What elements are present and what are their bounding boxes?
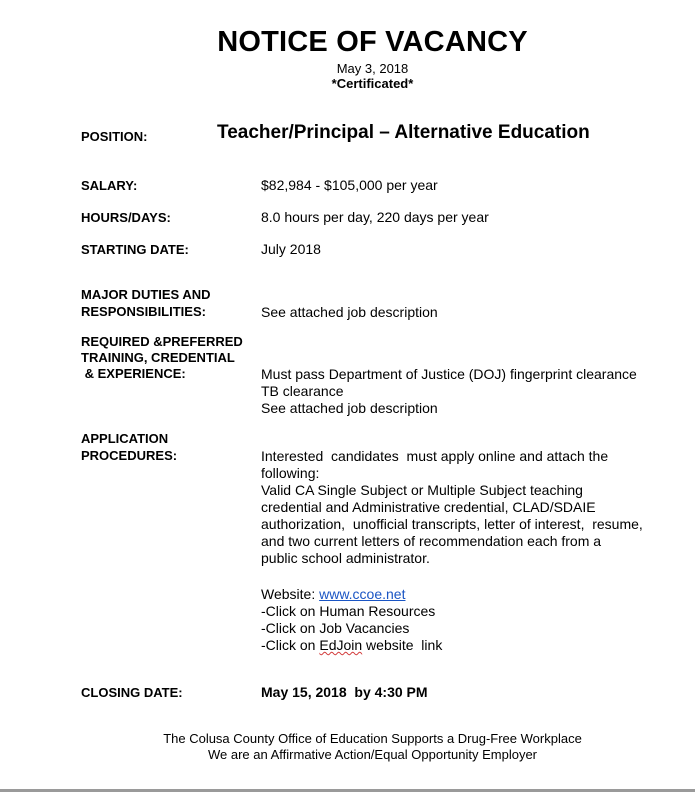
application-line: authorization, unofficial transcripts, letter of interest, resume, bbox=[261, 516, 643, 532]
notice-date: May 3, 2018 bbox=[336, 61, 409, 76]
application-line: Interested candidates must apply online and attach the bbox=[261, 448, 609, 464]
hours-label: HOURS/DAYS: bbox=[81, 210, 171, 225]
required-value-line1: Must pass Department of Justice (DOJ) fingerprint clearance bbox=[261, 366, 637, 382]
application-label-line2: PROCEDURES: bbox=[81, 448, 178, 463]
application-line: public school administrator. bbox=[261, 550, 430, 566]
application-label-line1: APPLICATION bbox=[81, 431, 169, 446]
step-edjoin-suffix: website link bbox=[362, 637, 443, 653]
website-prefix: Website: bbox=[261, 586, 320, 602]
website-line bbox=[261, 586, 405, 603]
edjoin-text: EdJoin bbox=[319, 637, 363, 653]
starting-date-label: STARTING DATE: bbox=[81, 242, 189, 257]
closing-date-value: May 15, 2018 by 4:30 PM bbox=[261, 684, 428, 700]
step-job-vacancies: -Click on Job Vacancies bbox=[261, 620, 410, 636]
page-title: NOTICE OF VACANCY bbox=[217, 26, 528, 58]
required-value-line2: TB clearance bbox=[261, 383, 344, 399]
application-line: Valid CA Single Subject or Multiple Subject teaching bbox=[261, 482, 583, 498]
required-label-line3: & EXPERIENCE: bbox=[81, 366, 186, 381]
notice-category: *Certificated* bbox=[331, 76, 414, 91]
required-value-line3: See attached job description bbox=[261, 400, 438, 416]
duties-label-line1: MAJOR DUTIES AND bbox=[81, 287, 211, 302]
footer-line2: We are an Affirmative Action/Equal Opportunity Employer bbox=[207, 747, 538, 762]
required-label-line1: REQUIRED &PREFERRED bbox=[81, 334, 243, 349]
hours-value: 8.0 hours per day, 220 days per year bbox=[261, 209, 489, 225]
duties-value: See attached job description bbox=[261, 304, 438, 320]
footer-line1: The Colusa County Office of Education Supports a Drug-Free Workplace bbox=[163, 731, 582, 746]
application-line: following: bbox=[261, 465, 320, 481]
salary-value: $82,984 - $105,000 per year bbox=[261, 177, 438, 193]
required-label-line2: TRAINING, CREDENTIAL bbox=[81, 350, 235, 365]
website-link[interactable]: www.ccoe.net bbox=[319, 586, 406, 602]
closing-date-label: CLOSING DATE: bbox=[81, 685, 183, 700]
salary-label: SALARY: bbox=[81, 178, 138, 193]
application-line: credential and Administrative credential, CLAD/SDAIE bbox=[261, 499, 596, 515]
step-edjoin-prefix: -Click on bbox=[261, 637, 320, 653]
starting-date-value: July 2018 bbox=[261, 241, 321, 257]
position-title: Teacher/Principal – Alternative Education bbox=[217, 122, 590, 143]
application-line: and two current letters of recommendation each from a bbox=[261, 533, 602, 549]
duties-label-line2: RESPONSIBILITIES: bbox=[81, 304, 206, 319]
step-human-resources: -Click on Human Resources bbox=[261, 603, 436, 619]
position-label: POSITION: bbox=[81, 129, 148, 144]
step-edjoin bbox=[261, 637, 442, 654]
